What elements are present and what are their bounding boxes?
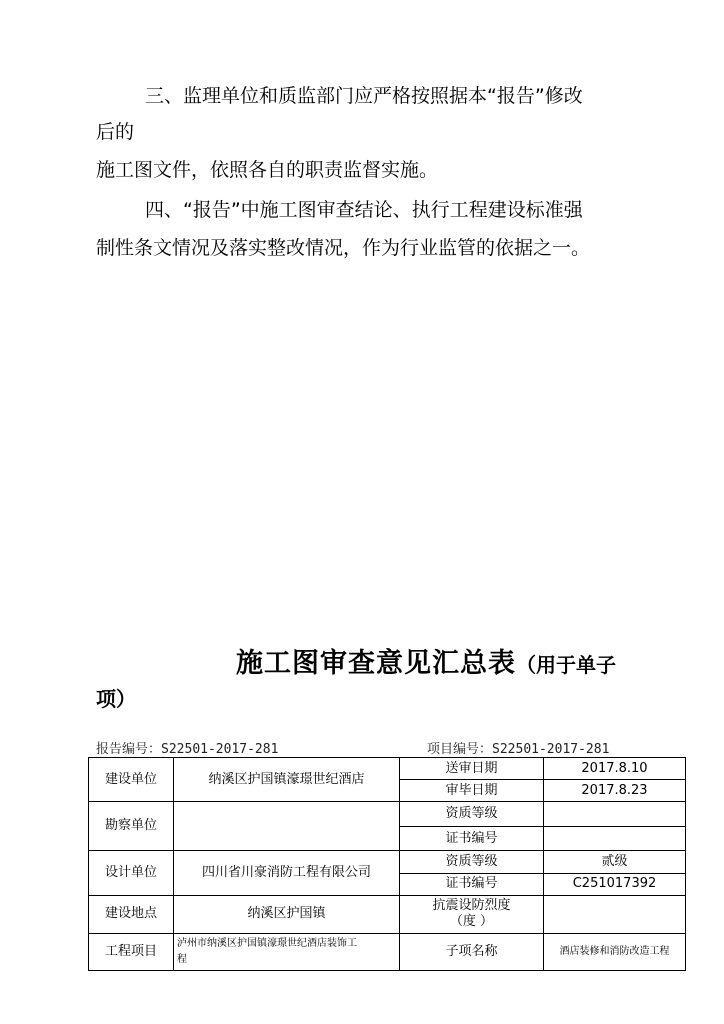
- survey-qualification-label: 资质等级: [400, 802, 544, 827]
- seismic-intensity-label: [400, 895, 544, 933]
- seismic-intensity-label-line-1: 抗震设防烈度: [432, 898, 511, 914]
- table-row: [89, 802, 686, 827]
- submit-date-label: 送审日期: [400, 758, 544, 780]
- project-label: 工程项目: [89, 933, 174, 970]
- survey-unit-label: 勘察单位: [89, 802, 174, 851]
- paragraph-4-line-1: 四、“报告”中施工图审查结论、执行工程建设标准强: [145, 199, 583, 221]
- report-number-value: S22501-2017-281: [161, 742, 279, 757]
- survey-qualification-value: [544, 802, 686, 827]
- table-row: [89, 895, 686, 933]
- paragraph-4-line-2: 制性条文情况及落实整改情况，作为行业监管的依据之一。: [96, 237, 591, 259]
- report-number: [96, 738, 278, 757]
- subitem-value: 酒店装修和消防改造工程: [544, 933, 686, 970]
- form-title-main: 施工图审查意见汇总表: [236, 648, 516, 679]
- form-title-sub: （用于单子: [516, 653, 616, 677]
- design-qualification-value: 贰级: [544, 851, 686, 873]
- finish-date-label: 审毕日期: [400, 780, 544, 802]
- submit-date-value: 2017.8.10: [544, 758, 686, 780]
- project-value-line-2: 程: [177, 953, 187, 965]
- project-value-line-1: 泸州市纳溪区护国镇濠璟世纪酒店装饰工: [177, 937, 357, 949]
- seismic-intensity-value: [544, 895, 686, 933]
- seismic-intensity-label-line-2: （度 ）: [449, 914, 494, 930]
- review-summary-table: [88, 757, 686, 971]
- form-title-continuation: 项）: [96, 687, 136, 711]
- survey-unit-value: [174, 802, 400, 851]
- paragraph-3-line-1: 三、监理单位和质监部门应严格按照据本“报告”修改: [145, 85, 583, 107]
- survey-certificate-value: [544, 827, 686, 851]
- design-qualification-label: 资质等级: [400, 851, 544, 873]
- survey-certificate-label: 证书编号: [400, 827, 544, 851]
- finish-date-value: 2017.8.23: [544, 780, 686, 802]
- design-certificate-label: 证书编号: [400, 873, 544, 895]
- location-label: 建设地点: [89, 895, 174, 933]
- form-title: [236, 648, 616, 681]
- table-row: [89, 933, 686, 970]
- table-row: [89, 758, 686, 780]
- subitem-label: 子项名称: [400, 933, 544, 970]
- project-number-value: S22501-2017-281: [492, 742, 610, 757]
- design-certificate-value: C251017392: [544, 873, 686, 895]
- project-value: [174, 933, 400, 970]
- location-value: 纳溪区护国镇: [174, 895, 400, 933]
- construction-unit-value: 纳溪区护国镇濠璟世纪酒店: [174, 758, 400, 802]
- paragraph-3-line-3: 施工图文件，依照各自的职责监督实施。: [96, 159, 439, 181]
- project-number-label: 项目编号：: [427, 742, 493, 757]
- paragraph-3-line-2: 后的: [96, 121, 135, 143]
- project-number: [427, 738, 609, 757]
- design-unit-value: 四川省川豪消防工程有限公司: [174, 851, 400, 895]
- design-unit-label: 设计单位: [89, 851, 174, 895]
- table-row: [89, 851, 686, 873]
- construction-unit-label: 建设单位: [89, 758, 174, 802]
- report-number-label: 报告编号：: [96, 742, 162, 757]
